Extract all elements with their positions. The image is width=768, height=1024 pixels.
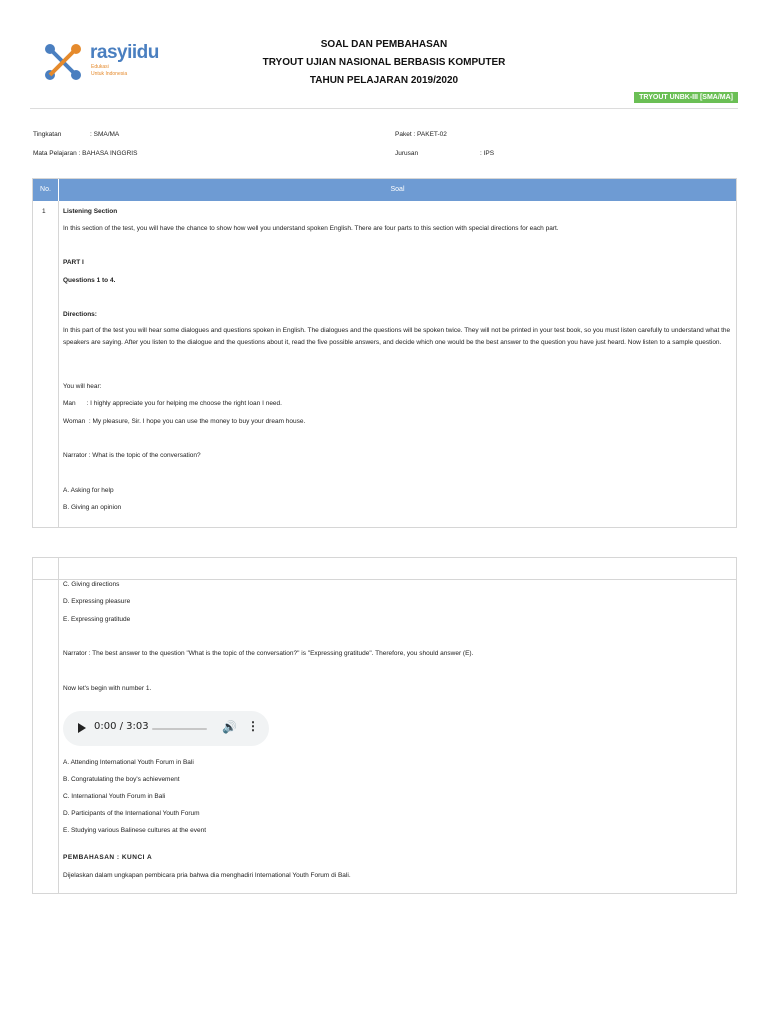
more-options-icon[interactable]: ⋮ bbox=[247, 719, 259, 733]
answer-option-b: B. Congratulating the boy's achievement bbox=[63, 776, 180, 783]
directions-text: In this part of the test you will hear some dialogues and questions spoken in English. The dialogues and the questions will be spoken twice. They will not be printed in your test book, so you must listen carefully to understand what the speakers are saying. After you listen to the dialogue and the questions about it, read the five possible answers, and decide which one would be the best answer to the question you have just heard. Now listen to a sample question. bbox=[63, 327, 731, 346]
audio-seek-bar[interactable] bbox=[152, 728, 207, 730]
table-header-empty bbox=[33, 558, 736, 580]
column-header-no: No. bbox=[33, 179, 59, 201]
jurusan-value: : IPS bbox=[480, 150, 495, 157]
sample-option-b: B. Giving an opinion bbox=[63, 504, 122, 511]
sample-option-e: E. Expressing gratitude bbox=[63, 616, 131, 623]
audio-player[interactable] bbox=[63, 711, 269, 746]
tryout-badge: TRYOUT UNBK-III [SMA/MA] bbox=[634, 92, 738, 103]
column-divider bbox=[58, 201, 59, 527]
doc-title-line-3: TAHUN PELAJARAN 2019/2020 bbox=[309, 75, 459, 86]
begin-text: Now let's begin with number 1. bbox=[63, 685, 152, 692]
table-header bbox=[33, 179, 736, 201]
paket: Paket : PAKET-02 bbox=[395, 131, 447, 138]
question-number: 1 bbox=[42, 208, 46, 215]
audio-time: 0:00 / 3:03 bbox=[94, 721, 149, 732]
narrator-question: Narrator : What is the topic of the conversation? bbox=[63, 452, 201, 459]
narrator-answer: Narrator : The best answer to the question "What is the topic of the conversation?" is "Expressing gratitude". Therefore, you should answer (E). bbox=[63, 650, 474, 657]
logo-tagline-1: Edukasi bbox=[91, 64, 109, 70]
jurusan-label: Jurusan bbox=[395, 150, 419, 157]
section-title: Listening Section bbox=[63, 208, 118, 215]
intro-text: In this section of the test, you will have the chance to show how well you understand spoken English. There are four parts to this section with special directions for each part. bbox=[63, 225, 559, 232]
directions-label: Directions: bbox=[63, 311, 97, 318]
logo-tagline-2: Untuk Indonesia bbox=[91, 71, 128, 77]
sample-option-a: A. Asking for help bbox=[63, 487, 114, 494]
play-icon[interactable] bbox=[78, 723, 86, 733]
tingkatan-label: Tingkatan bbox=[33, 131, 62, 138]
doc-title-line-2: TRYOUT UJIAN NASIONAL BERBASIS KOMPUTER bbox=[262, 57, 506, 68]
logo-wordmark: rasyiidu bbox=[90, 42, 159, 63]
answer-option-a: A. Attending International Youth Forum in Bali bbox=[63, 759, 194, 766]
doc-title-line-1: SOAL DAN PEMBAHASAN bbox=[320, 39, 448, 50]
sample-option-c: C. Giving directions bbox=[63, 581, 120, 588]
header-divider bbox=[30, 108, 738, 109]
pembahasan-label: PEMBAHASAN : KUNCI A bbox=[63, 854, 153, 861]
tingkatan-value: : SMA/MA bbox=[90, 131, 120, 138]
part-label: PART I bbox=[63, 259, 84, 266]
answer-option-d: D. Participants of the International Youth Forum bbox=[63, 810, 200, 817]
man-line: Man : I highly appreciate you for helping me choose the right loan I need. bbox=[63, 400, 282, 407]
pembahasan-text: Dijelaskan dalam ungkapan pembicara pria bahwa dia menghadiri International Youth Forum di Bali. bbox=[63, 872, 351, 879]
column-header-soal: Soal bbox=[390, 186, 405, 193]
sample-option-d: D. Expressing pleasure bbox=[63, 598, 131, 605]
column-divider bbox=[58, 558, 59, 893]
woman-line: Woman : My pleasure, Sir. I hope you can use the money to buy your dream house. bbox=[63, 418, 306, 425]
volume-icon[interactable]: 🔊 bbox=[222, 720, 237, 734]
answer-option-e: E. Studying various Balinese cultures at the event bbox=[63, 827, 207, 834]
questions-range: Questions 1 to 4. bbox=[63, 277, 116, 284]
you-will-hear: You will hear: bbox=[63, 383, 102, 390]
mata-pelajaran: Mata Pelajaran : BAHASA INGGRIS bbox=[33, 150, 138, 157]
answer-option-c: C. International Youth Forum in Bali bbox=[63, 793, 166, 800]
